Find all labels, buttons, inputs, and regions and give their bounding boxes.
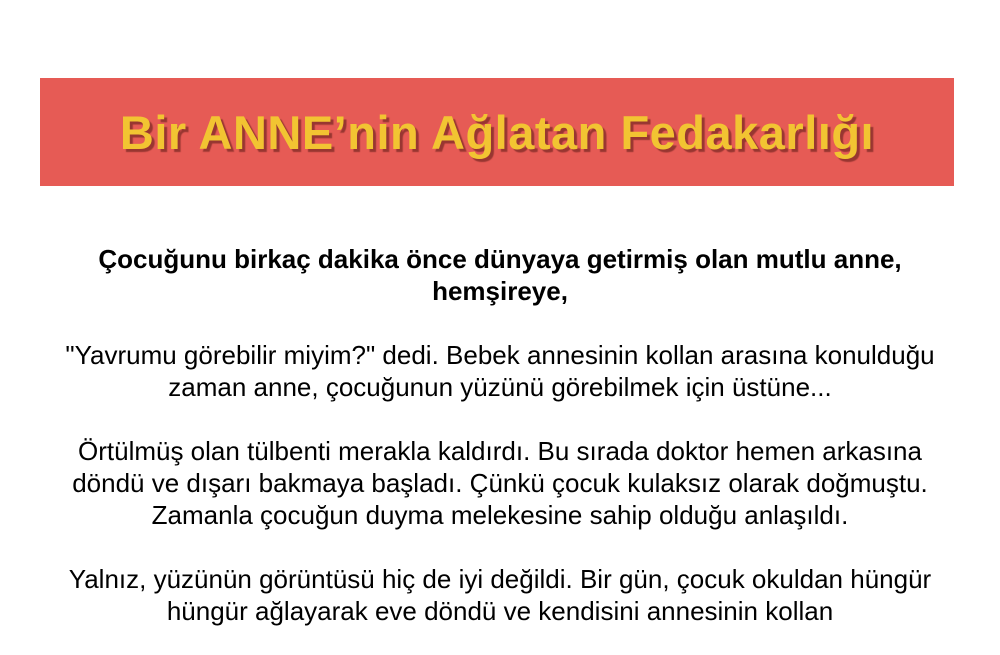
paragraph-intro: Çocuğunu birkaç dakika önce dünyaya getirmiş olan mutlu anne, hemşireye, bbox=[98, 244, 902, 306]
paragraph: "Yavrumu görebilir miyim?" dedi. Bebek annesinin kollan arasına konulduğu zaman anne, çocuğunun yüzünü görebilmek için üstüne... bbox=[65, 340, 935, 402]
paragraph: Yalnız, yüzünün görüntüsü hiç de iyi değildi. Bir gün, çocuk okuldan hüngür hüngür ağlayarak eve döndü ve kendisini annesinin kollan bbox=[68, 564, 932, 626]
article-body bbox=[60, 243, 940, 655]
paragraph: Örtülmüş olan tülbenti merakla kaldırdı. Bu sırada doktor hemen arkasına döndü ve dışarı bakmaya başladı. Çünkü çocuk kulaksız olarak doğmuştu. Zamanla çocuğun duyma melekesine sahip olduğu anlaşıldı. bbox=[72, 436, 928, 530]
title-banner bbox=[40, 78, 954, 186]
page-title: Bir ANNE’nin Ağlatan Fedakarlığı bbox=[119, 105, 875, 159]
